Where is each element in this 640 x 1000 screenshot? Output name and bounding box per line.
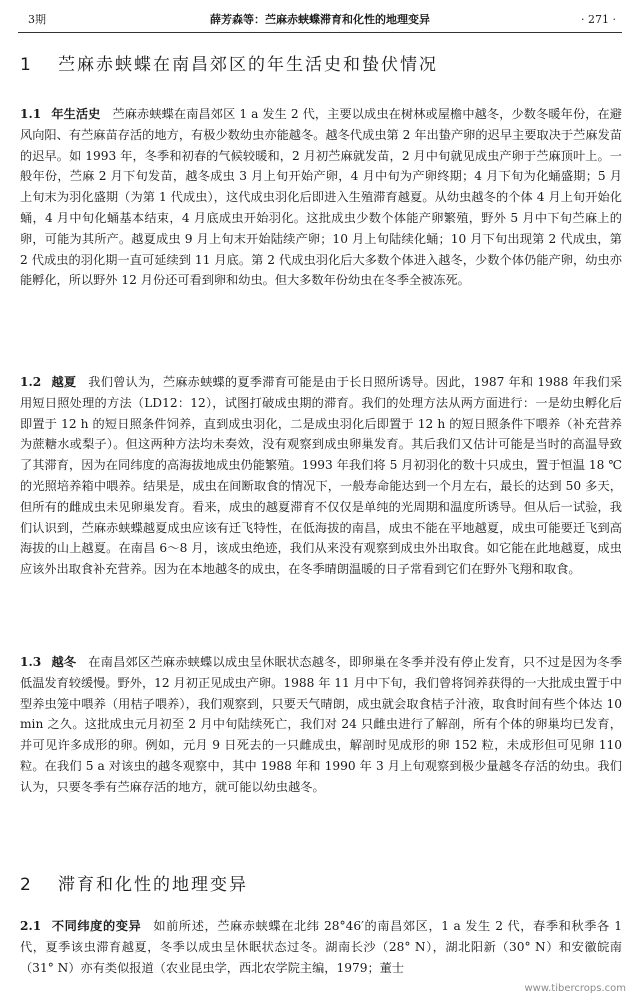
subsection-1-1 [20, 104, 622, 291]
subsection-2-1 [20, 916, 622, 978]
subsection-number: 1.1 [20, 107, 42, 121]
section-number: 1 [20, 55, 33, 75]
watermark: www.tibercrops.com [524, 983, 626, 994]
section-title: 滞育和化性的地理变异 [58, 875, 248, 895]
subsection-title: 不同纬度的变异 [51, 919, 142, 933]
section-2-heading [20, 870, 620, 895]
subsection-1-3 [20, 652, 622, 798]
paragraph-text: 如前所述，苎麻赤蛱蝶在北纬 28°46′的南昌郊区，1 a 发生 2 代，春季和秋季各 1 代，夏季该虫滞育越夏，冬季以成虫呈休眠状态过冬。湖南长沙（28° N），湖北阳新（30° N）和安徽皖南（31° N）亦有类似报道（农业昆虫学，西北农学院主编，1979；董士 [20, 919, 622, 975]
running-title: 薛芳森等：苎麻赤蛱蝶滞育和化性的地理变异 [210, 13, 430, 26]
subsection-title: 越冬 [51, 655, 77, 669]
paragraph-text: 苎麻赤蛱蝶在南昌郊区 1 a 发生 2 代，主要以成虫在树林或屋檐中越冬，少数冬暖年份，在避风向阳、有苎麻苗存活的地方，有极少数幼虫亦能越冬。越冬代成虫第 2 年出蛰产卵的迟早主要取决于苎麻发苗的迟早。如 1993 年，冬季和初春的气候较暖和，2 月初苎麻就发苗，2 月中旬就见成虫产卵于苎麻顶叶上。一般年份，苎麻 2 月下旬发苗，越冬成虫 3 月上旬开始产卵，4 月中旬为产卵终期；4 月下旬为化蛹盛期；5 月上旬末为羽化盛期（为第 1 代成虫），这代成虫羽化后即进入生殖滞育越夏。从幼虫越冬的个体 4 月上旬开始化蛹，4 月中旬化蛹基本结束，4 月底成虫开始羽化。这批成虫少数个体能产卵繁殖，野外 5 月中下旬苎麻上的卵，可能为其所产。越夏成虫 9 月上旬末开始陆续产卵；10 月上旬陆续化蛹；10 月下旬出现第 2 代成虫，第 2 代成虫的羽化期一直可延续到 11 月底。第 2 代成虫羽化后大多数个体进入越冬，少数个体仍能产卵，幼虫亦能孵化，所以野外 12 月份还可看到卵和幼虫。但大多数年份幼虫在冬季全被冻死。 [20, 107, 622, 288]
paragraph-text: 在南昌郊区苎麻赤蛱蝶以成虫呈休眠状态越冬，即卵巢在冬季并没有停止发育，只不过是因为冬季低温发育较缓慢。野外，12 月初正见成虫产卵。1988 年 11 月中下旬，我们曾将饲养获得的一大批成虫置于中型养虫笼中喂养（用桔子喂养），我们观察到，只要天气晴朗，成虫就会取食桔子汁液，取食时间有些个体达 10 min 之久。这批成虫元月初至 2 月中旬陆续死亡，我们对 24 只雌虫进行了解剖，所有个体的卵巢均已发育，并可见许多成形的卵。例如，元月 9 日死去的一只雌成虫，解剖时见成形的卵 152 粒，未成形但可见卵 110 粒。在我们 5 a 对该虫的越冬观察中，其中 1988 年和 1990 年 3 月上旬观察到极少量越冬存活的幼虫。我们认为，只要冬季有苎麻存活的地方，就可能以幼虫越冬。 [20, 655, 623, 794]
issue-label: 3期 [28, 13, 46, 26]
section-1-heading [20, 50, 620, 75]
paragraph-text: 我们曾认为，苎麻赤蛱蝶的夏季滞育可能是由于长日照所诱导。因此，1987 年和 1988 年我们采用短日照处理的方法（LD12：12），试图打破成虫期的滞育。我们的处理方法从两方面进行：一是幼虫孵化后即置于 12 h 的短日照条件饲养，直到成虫羽化，二是成虫羽化后即置于 12 h 的短日照条件下喂养（补充营养为蔗糖水或梨子）。但这两种方法均未奏效，没有观察到成虫卵巢发育。其后我们又估计可能是当时的高温导致了其滞育，因为在同纬度的高海拔地成虫仍能繁殖。1993 年我们将 5 月初羽化的数十只成虫，置于恒温 18 ℃的光照培养箱中喂养。结果是，成虫在间断取食的情况下，一般寿命能达到一个月左右，最长的达到 50 多天，但所有的雌成虫未见卵巢发育。看来，成虫的越夏滞育不仅仅是单纯的光周期和温度所诱导。但从后一试验，我们认识到，苎麻赤蛱蝶越夏成虫应该有迁飞特性，在低海拔的南昌，成虫不能在平地越夏，成虫可能要迁飞到高海拔的山上越夏。在南昌 6～8 月，该成虫绝迹，我们从来没有观察到成虫外出取食。如它能在此地越夏，成虫应该外出取食补充营养。因为在本地越冬的成虫，在冬季晴朗温暖的日子常看到它们在野外飞翔和取食。 [20, 375, 623, 577]
subsection-title: 年生活史 [51, 107, 101, 121]
page-header [18, 8, 622, 33]
section-number: 2 [20, 875, 33, 895]
subsection-title: 越夏 [51, 375, 77, 389]
subsection-number: 1.2 [20, 375, 42, 389]
subsection-1-2 [20, 372, 622, 580]
section-title: 苎麻赤蛱蝶在南昌郊区的年生活史和蛰伏情况 [58, 55, 438, 75]
subsection-number: 2.1 [20, 919, 42, 933]
page-number: · 271 · [581, 13, 616, 26]
subsection-number: 1.3 [20, 655, 42, 669]
